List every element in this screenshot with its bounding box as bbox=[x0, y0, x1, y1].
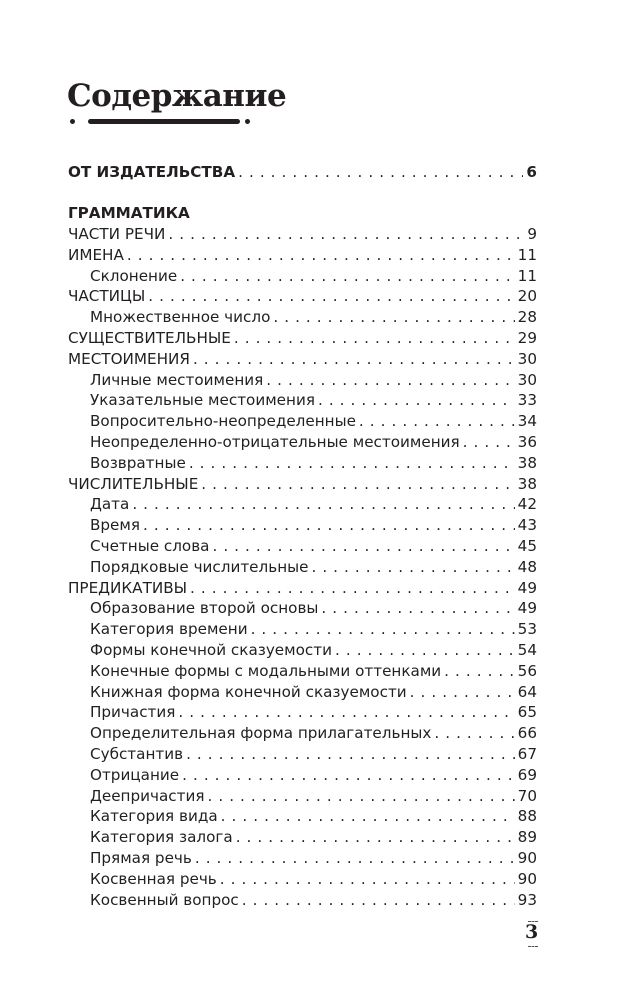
toc-entry-label: Категория времени bbox=[90, 620, 248, 639]
dot-leader bbox=[311, 557, 514, 578]
dot-leader bbox=[238, 162, 523, 183]
toc-entry-page: 67 bbox=[517, 744, 537, 763]
toc-entry[interactable] bbox=[68, 786, 537, 807]
toc-entry[interactable] bbox=[68, 328, 537, 349]
dot-leader bbox=[434, 723, 514, 744]
toc-entry-page: 48 bbox=[517, 557, 537, 576]
dot-leader bbox=[242, 890, 515, 911]
dot-leader bbox=[273, 307, 514, 328]
toc-entry-label: Определительная форма прилагательных bbox=[90, 724, 432, 743]
toc-entry-label: Косвенная речь bbox=[90, 869, 217, 888]
toc-entry-page: 6 bbox=[526, 163, 537, 181]
toc-entry-label: Возвратные bbox=[90, 453, 186, 472]
toc-entry-label: Множественное число bbox=[90, 308, 271, 327]
toc-entry-label: Вопросительно-неопределенные bbox=[90, 412, 356, 431]
toc-entry[interactable] bbox=[68, 224, 537, 245]
dot-leader bbox=[127, 245, 515, 266]
toc-entry-label: ЧИСЛИТЕЛЬНЫЕ bbox=[68, 474, 199, 493]
section-heading: ГРАММАТИКА bbox=[68, 204, 190, 222]
dot-leader bbox=[143, 515, 515, 536]
toc-entry-label: МЕСТОИМЕНИЯ bbox=[68, 349, 190, 368]
dot-leader bbox=[221, 806, 515, 827]
toc-entry[interactable] bbox=[68, 702, 537, 723]
toc-entry-label: Причастия bbox=[90, 703, 176, 722]
dot-leader bbox=[359, 411, 515, 432]
toc-entry[interactable] bbox=[68, 245, 537, 266]
dot-leader bbox=[180, 266, 514, 287]
toc-entry[interactable] bbox=[68, 453, 537, 474]
toc-entry[interactable] bbox=[68, 536, 537, 557]
toc-entry-label: Формы конечной сказуемости bbox=[90, 640, 332, 659]
toc-entry-page: 65 bbox=[517, 703, 537, 722]
toc-entry-label: Отрицание bbox=[90, 765, 180, 784]
toc-entry-label: ИМЕНА bbox=[68, 245, 124, 264]
toc-entry-page: 38 bbox=[517, 453, 537, 472]
dot-leader bbox=[193, 349, 515, 370]
dot-leader bbox=[148, 286, 514, 307]
toc-entry-page: 38 bbox=[517, 474, 537, 493]
toc-entry[interactable] bbox=[68, 827, 537, 848]
toc-entry[interactable] bbox=[68, 266, 537, 287]
dot-leader bbox=[212, 536, 514, 557]
toc-entry-page: 90 bbox=[517, 848, 537, 867]
title-rule-dot-right bbox=[245, 119, 250, 124]
toc-entry[interactable] bbox=[68, 411, 537, 432]
toc-entry-label: СУЩЕСТВИТЕЛЬНЫЕ bbox=[68, 328, 231, 347]
toc-entries bbox=[68, 224, 537, 910]
toc-entry-page: 54 bbox=[517, 640, 537, 659]
dot-leader bbox=[321, 598, 514, 619]
toc-entry-page: 42 bbox=[517, 495, 537, 514]
dot-leader bbox=[266, 370, 514, 391]
toc-entry-page: 69 bbox=[517, 765, 537, 784]
toc-entry[interactable] bbox=[68, 806, 537, 827]
page-title: Содержание bbox=[67, 78, 287, 114]
toc-entry-label: Время bbox=[90, 516, 140, 535]
toc-entry[interactable] bbox=[68, 765, 537, 786]
dot-leader bbox=[189, 453, 515, 474]
toc-entry-intro[interactable] bbox=[68, 162, 537, 183]
toc-entry-label: ЧАСТИ РЕЧИ bbox=[68, 225, 166, 243]
toc-entry-label: ОТ ИЗДАТЕЛЬСТВА bbox=[68, 163, 236, 181]
dot-leader bbox=[234, 328, 515, 349]
dot-leader bbox=[318, 390, 515, 411]
title-rule-dot-left bbox=[70, 119, 75, 124]
dot-leader bbox=[182, 765, 515, 786]
toc-entry-page: 93 bbox=[517, 890, 537, 909]
toc-entry[interactable] bbox=[68, 432, 537, 453]
toc-entry-label: ПРЕДИКАТИВЫ bbox=[68, 578, 188, 597]
toc-entry-label: Категория залога bbox=[90, 828, 233, 847]
toc-entry-page: 53 bbox=[517, 620, 537, 639]
toc-entry-page: 66 bbox=[517, 724, 537, 743]
toc-entry-label: Книжная форма конечной сказуемости bbox=[90, 682, 407, 701]
toc-entry-label: ЧАСТИЦЫ bbox=[68, 287, 146, 306]
toc-entry-page: 33 bbox=[517, 391, 537, 410]
toc-entry[interactable] bbox=[68, 661, 537, 682]
toc-entry[interactable] bbox=[68, 370, 537, 391]
toc-entry-page: 88 bbox=[517, 807, 537, 826]
toc-entry-page: 90 bbox=[517, 869, 537, 888]
toc-entry-page: 56 bbox=[517, 661, 537, 680]
dot-leader bbox=[410, 682, 515, 703]
toc-entry[interactable] bbox=[68, 578, 537, 599]
toc-entry-label: Косвенный вопрос bbox=[90, 890, 239, 909]
toc-entry[interactable] bbox=[68, 515, 537, 536]
toc-entry[interactable] bbox=[68, 640, 537, 661]
toc-entry[interactable] bbox=[68, 286, 537, 307]
toc-entry-label: Категория вида bbox=[90, 807, 218, 826]
toc-entry-page: 30 bbox=[517, 370, 537, 389]
toc-entry[interactable] bbox=[68, 682, 537, 703]
toc-entry-page: 34 bbox=[517, 412, 537, 431]
toc-entry[interactable] bbox=[68, 869, 537, 890]
toc-entry-label: Счетные слова bbox=[90, 536, 210, 555]
dot-leader bbox=[178, 702, 514, 723]
toc-entry[interactable] bbox=[68, 619, 537, 640]
dot-leader bbox=[207, 786, 514, 807]
dot-leader bbox=[195, 848, 515, 869]
toc-entry-label: Прямая речь bbox=[90, 848, 192, 867]
toc-entry-label: Указательные местоимения bbox=[90, 391, 315, 410]
toc-entry-page: 29 bbox=[517, 328, 537, 347]
dot-leader bbox=[220, 869, 515, 890]
toc-entry-page: 9 bbox=[527, 225, 537, 243]
toc-entry-page: 11 bbox=[517, 266, 537, 285]
toc-entry-page: 43 bbox=[517, 516, 537, 535]
toc-entry[interactable] bbox=[68, 744, 537, 765]
toc-entry-page: 28 bbox=[517, 308, 537, 327]
toc-entry-page: 36 bbox=[517, 432, 537, 451]
toc-entry[interactable] bbox=[68, 349, 537, 370]
toc-entry[interactable] bbox=[68, 598, 537, 619]
toc-entry[interactable] bbox=[68, 848, 537, 869]
toc-entry[interactable] bbox=[68, 390, 537, 411]
dot-leader bbox=[236, 827, 515, 848]
toc-entry-page: 70 bbox=[517, 786, 537, 805]
toc-entry-page: 11 bbox=[517, 245, 537, 264]
dot-leader bbox=[335, 640, 515, 661]
dot-leader bbox=[168, 224, 524, 245]
toc-entry-label: Неопределенно-отрицательные местоимения bbox=[90, 432, 460, 451]
toc-entry-page: 49 bbox=[517, 599, 537, 618]
toc-entry[interactable] bbox=[68, 494, 537, 515]
toc-entry-label: Субстантив bbox=[90, 744, 184, 763]
dot-leader bbox=[251, 619, 515, 640]
dot-leader bbox=[190, 578, 515, 599]
toc-entry-page: 64 bbox=[517, 682, 537, 701]
toc-entry-label: Образование второй основы bbox=[90, 599, 319, 618]
toc-entry[interactable] bbox=[68, 723, 537, 744]
page-number-ornament-bottom bbox=[528, 946, 538, 947]
dot-leader bbox=[132, 494, 514, 515]
toc-entry-label: Конечные формы с модальными оттенками bbox=[90, 661, 442, 680]
page-number: 3 bbox=[525, 921, 539, 943]
toc-entry-label: Личные местоимения bbox=[90, 370, 264, 389]
toc-entry-page: 49 bbox=[517, 578, 537, 597]
dot-leader bbox=[444, 661, 515, 682]
toc-entry[interactable] bbox=[68, 474, 537, 495]
toc-entry-page: 30 bbox=[517, 349, 537, 368]
toc-entry-label: Склонение bbox=[90, 266, 178, 285]
toc-section bbox=[68, 202, 537, 910]
title-rule bbox=[88, 119, 240, 124]
toc-entry-page: 89 bbox=[517, 828, 537, 847]
toc-entry-page: 20 bbox=[517, 287, 537, 306]
toc-entry[interactable] bbox=[68, 307, 537, 328]
toc-entry-label: Порядковые числительные bbox=[90, 557, 309, 576]
toc-entry-page: 45 bbox=[517, 536, 537, 555]
toc-intro bbox=[68, 162, 537, 183]
dot-leader bbox=[463, 432, 515, 453]
dot-leader bbox=[186, 744, 515, 765]
toc-entry[interactable] bbox=[68, 890, 537, 911]
toc-entry-label: Деепричастия bbox=[90, 786, 205, 805]
toc-entry[interactable] bbox=[68, 557, 537, 578]
toc-entry-label: Дата bbox=[90, 495, 130, 514]
dot-leader bbox=[201, 474, 514, 495]
